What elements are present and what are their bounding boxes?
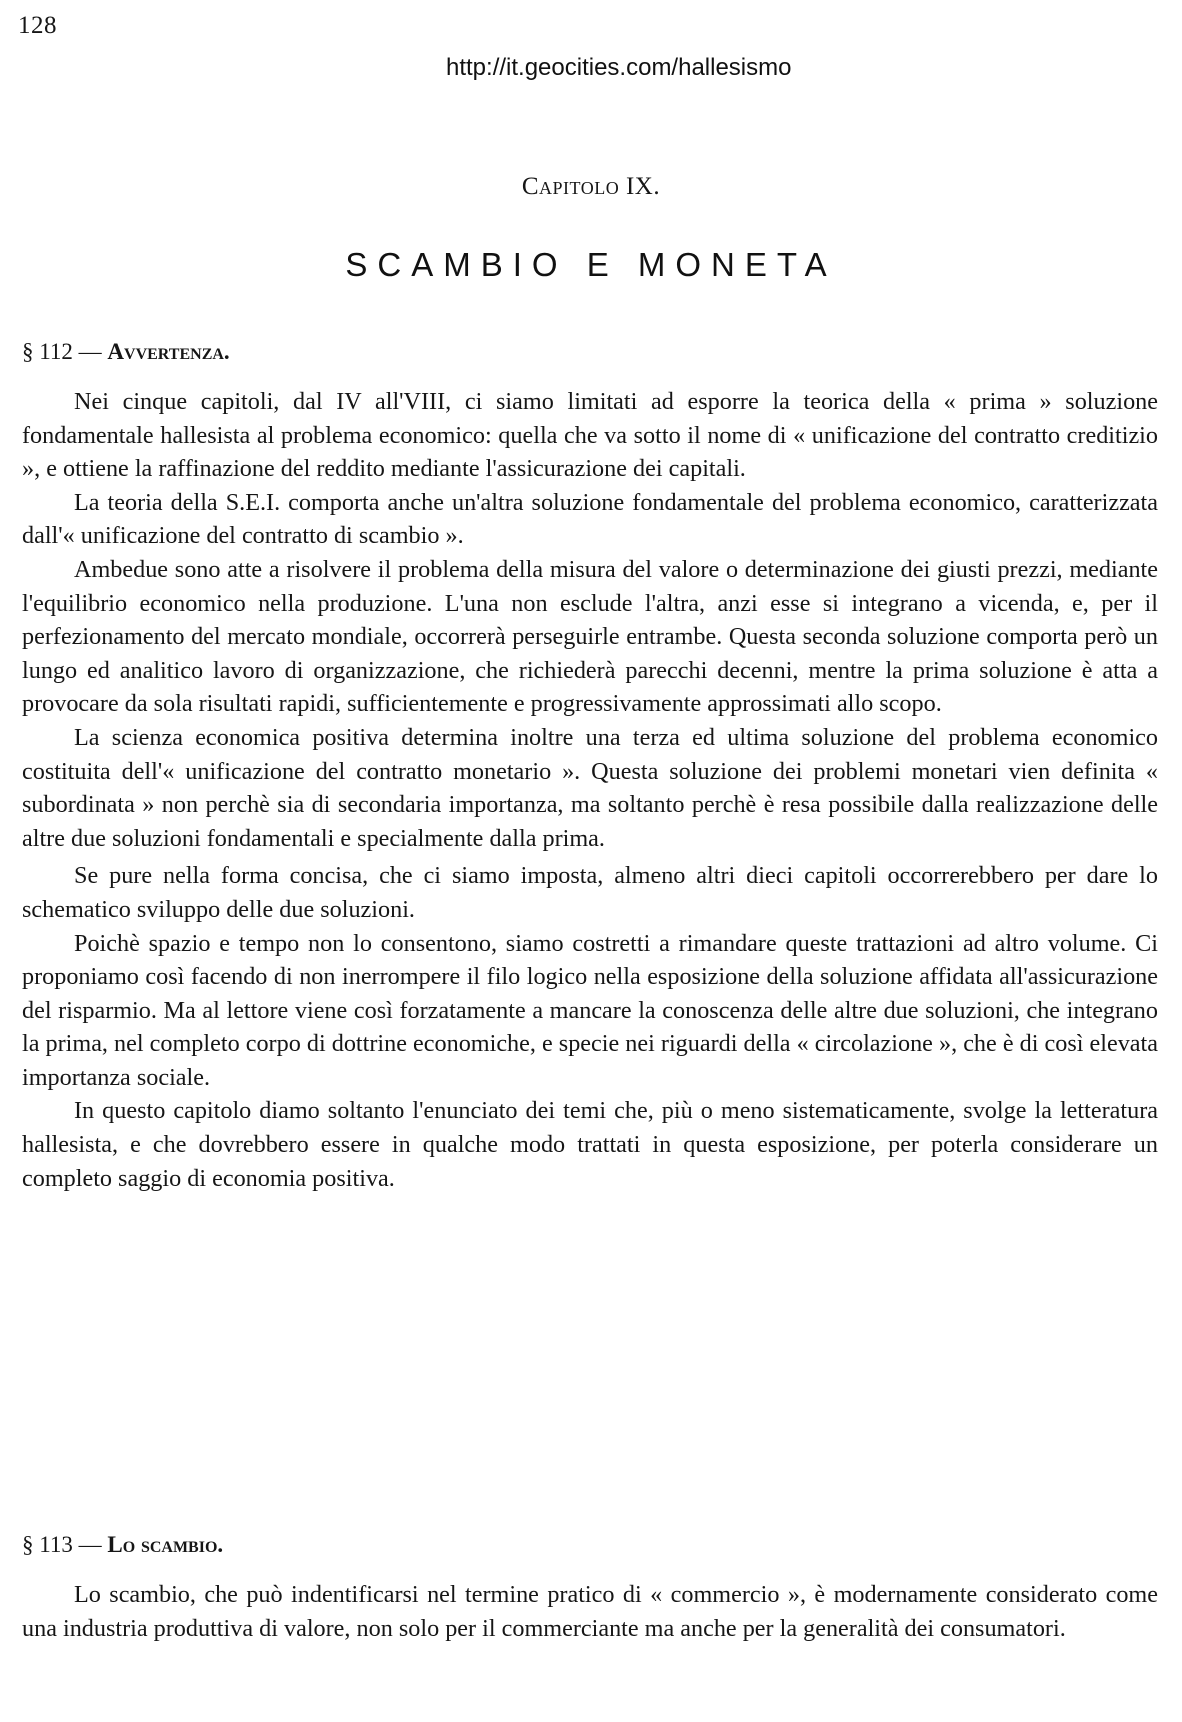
paragraph: La teoria della S.E.I. comporta anche un'altra soluzione fondamentale del problema economico, caratterizzata dall'« unificazione del contratto di scambio ».	[22, 488, 1158, 550]
paragraph: La scienza economica positiva determina inoltre una terza ed ultima soluzione del problema economico costituita dell'« unificazione del contratto monetario ». Questa soluzione dei problemi monetari vien definita « subordinata » non perchè sia di secondaria importanza, ma soltanto perchè è resa possibile dalla realizzazione delle altre due soluzioni fondamentali e specialmente dalla prima.	[22, 723, 1158, 852]
section-mark: § 113 —	[22, 1532, 102, 1557]
paragraph: Lo scambio, che può indentificarsi nel termine pratico di « commercio », è modernamente considerato come una industria produttiva di valore, non solo per il commerciante ma anche per la generalità dei consumatori.	[22, 1581, 1158, 1642]
section-heading-113	[22, 1532, 223, 1558]
section-mark: § 112 —	[22, 339, 102, 364]
section-title: Avvertenza.	[107, 339, 230, 364]
section-title: Lo scambio.	[107, 1532, 224, 1557]
paragraph: Nei cinque capitoli, dal IV all'VIII, ci siamo limitati ad esporre la teorica della « prima » soluzione fondamentale hallesista al problema economico: quella che va sotto il nome di « unificazione del contratto creditizio », e ottiene la raffinazione del reddito mediante l'assicurazione dei capitali.	[22, 388, 1158, 483]
chapter-word: Capitolo	[521, 173, 620, 200]
chapter-numeral: IX.	[625, 173, 661, 200]
paragraph: Poichè spazio e tempo non lo consentono, siamo costretti a rimandare queste trattazioni ad altro volume. Ci proponiamo così facendo di non inerrompere il filo logico nella esposizione della soluzione affidata all'assicurazione del risparmio. Ma al lettore viene così forzatamente a mancare la conoscenza delle altre due soluzioni, che integrano la prima, nel completo corpo di dottrine economiche, e specie nei riguardi della « circolazione », che è di così elevata importanza sociale.	[22, 929, 1158, 1091]
source-url: http://it.geocities.com/hallesismo	[446, 54, 792, 81]
section-body-113	[22, 1578, 1158, 1645]
section-body-112	[22, 385, 1158, 1195]
page-number: 128	[18, 12, 57, 39]
paragraph: Se pure nella forma concisa, che ci siamo imposta, almeno altri dieci capitoli occorrerebbero per dare lo schematico sviluppo delle due soluzioni.	[22, 862, 1158, 923]
paragraph: Ambedue sono atte a risolvere il problema della misura del valore o determinazione dei giusti prezzi, mediante l'equilibrio economico nella produzione. L'una non esclude l'altra, anzi esse si integrano a vicenda, e, per il perfezionamento del mercato mondiale, occorrerà perseguirle entrambe. Questa seconda soluzione comporta però un lungo ed analitico lavoro di organizzazione, che richiederà parecchi decenni, mentre la prima soluzione è atta a provocare da sola risultati rapidi, sufficientemente e progressivamente approssimati allo scopo.	[22, 555, 1158, 718]
paragraph: In questo capitolo diamo soltanto l'enunciato dei temi che, più o meno sistematicamente, svolge la letteratura hallesista, e che dovrebbero essere in qualche modo trattati in questa esposizione, per poterla considerare un completo saggio di economia positiva.	[22, 1097, 1158, 1192]
section-heading-112	[22, 339, 230, 365]
chapter-label	[0, 173, 1182, 201]
chapter-title: SCAMBIO E MONETA	[345, 246, 837, 283]
